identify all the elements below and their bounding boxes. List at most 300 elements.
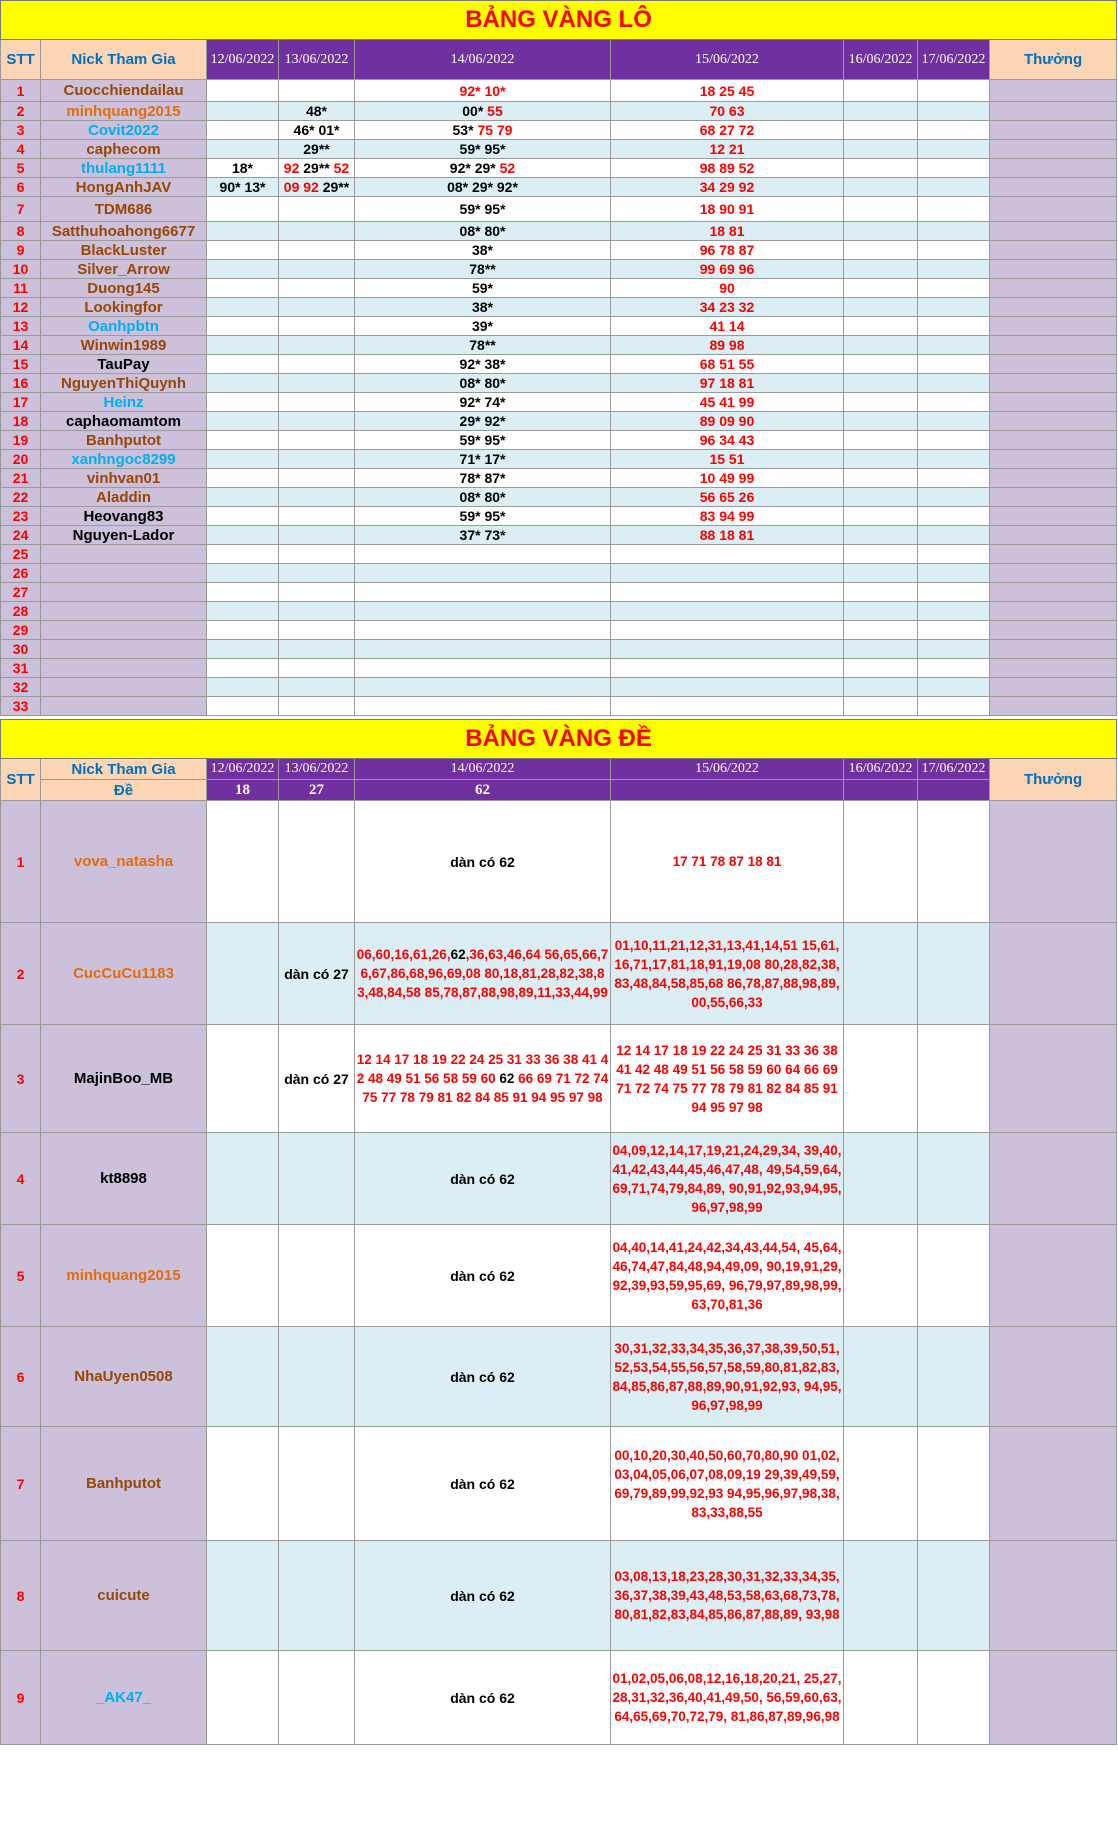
lo-row-thuong bbox=[990, 298, 1117, 317]
lo-row-d3 bbox=[355, 393, 611, 412]
lo-row-thuong bbox=[990, 450, 1117, 469]
lo-row-d2 bbox=[279, 469, 355, 488]
de-row-d6 bbox=[918, 801, 990, 923]
lo-row-d1 bbox=[207, 678, 279, 697]
lo-row-d2 bbox=[279, 545, 355, 564]
de-row bbox=[1, 1025, 1117, 1133]
de-title: BẢNG VÀNG ĐỀ bbox=[1, 720, 1117, 759]
de-row-d2 bbox=[279, 1651, 355, 1745]
de-row-d5 bbox=[844, 1541, 918, 1651]
de-row-d2 bbox=[279, 801, 355, 923]
lo-row-d4: 99 69 96 bbox=[611, 260, 844, 279]
lo-header-date-2: 13/06/2022 bbox=[279, 40, 355, 80]
de-row-stt: 7 bbox=[1, 1427, 41, 1541]
lo-row-thuong bbox=[990, 260, 1117, 279]
lo-row-d5 bbox=[844, 222, 918, 241]
de-row-d2 bbox=[279, 1133, 355, 1225]
de-row-stt: 1 bbox=[1, 801, 41, 923]
lo-row-d5 bbox=[844, 640, 918, 659]
lo-row-d6 bbox=[918, 583, 990, 602]
lo-row-d1 bbox=[207, 102, 279, 121]
de-row-d5 bbox=[844, 801, 918, 923]
lo-row-d5 bbox=[844, 393, 918, 412]
lo-row-d6 bbox=[918, 488, 990, 507]
lo-row-d5 bbox=[844, 298, 918, 317]
lo-row-d3 bbox=[355, 374, 611, 393]
lo-row-d4: 96 78 87 bbox=[611, 241, 844, 260]
lo-row-d1 bbox=[207, 159, 279, 178]
lo-row-stt: 27 bbox=[1, 583, 41, 602]
de-row-d5 bbox=[844, 923, 918, 1025]
lo-row-d6 bbox=[918, 159, 990, 178]
lo-row-d2 bbox=[279, 678, 355, 697]
lo-header-thuong: Thưởng bbox=[990, 40, 1117, 80]
de-row-d6 bbox=[918, 923, 990, 1025]
de-row-thuong bbox=[990, 1133, 1117, 1225]
de-row-d2 bbox=[279, 1327, 355, 1427]
lo-row bbox=[1, 393, 1117, 412]
de-row-d3 bbox=[355, 923, 611, 1025]
lo-row-d2 bbox=[279, 260, 355, 279]
lo-row-d1 bbox=[207, 374, 279, 393]
lo-row-d2 bbox=[279, 298, 355, 317]
lo-row-d4: 56 65 26 bbox=[611, 488, 844, 507]
lo-row-thuong bbox=[990, 355, 1117, 374]
lo-row-d3 bbox=[355, 602, 611, 621]
lo-row-d4 bbox=[611, 602, 844, 621]
lo-row-nick: Cuocchiendailau bbox=[41, 80, 207, 102]
lo-row-d5 bbox=[844, 583, 918, 602]
lo-row bbox=[1, 374, 1117, 393]
lo-row-d3 bbox=[355, 355, 611, 374]
de-row bbox=[1, 1651, 1117, 1745]
lo-row-nick: TauPay bbox=[41, 355, 207, 374]
lo-row-nick bbox=[41, 697, 207, 716]
lo-row-stt: 32 bbox=[1, 678, 41, 697]
de.rows.2.d3-part: 62 bbox=[499, 1071, 515, 1086]
lo-row bbox=[1, 488, 1117, 507]
lo-row-d3 bbox=[355, 640, 611, 659]
lo-row bbox=[1, 678, 1117, 697]
lo-row-d1 bbox=[207, 583, 279, 602]
lo-row-d5 bbox=[844, 279, 918, 298]
lo-row-d1 bbox=[207, 241, 279, 260]
lo-row-d6 bbox=[918, 507, 990, 526]
lo-row-d5 bbox=[844, 545, 918, 564]
lo-row-d5 bbox=[844, 336, 918, 355]
lo.rows.5.d1-part: 90* 13* bbox=[219, 179, 266, 195]
lo-row-stt: 14 bbox=[1, 336, 41, 355]
lo-row-stt: 28 bbox=[1, 602, 41, 621]
lo-row-d1 bbox=[207, 80, 279, 102]
de-row-d6 bbox=[918, 1225, 990, 1327]
lo-row bbox=[1, 241, 1117, 260]
lo-row-thuong bbox=[990, 241, 1117, 260]
de-header-date-5: 16/06/2022 bbox=[844, 759, 918, 780]
lo-header-date-1: 12/06/2022 bbox=[207, 40, 279, 80]
lo.rows.5.d2-part: 09 92 bbox=[283, 179, 323, 195]
lo-row-d4 bbox=[611, 583, 844, 602]
lo-row-d4: 68 51 55 bbox=[611, 355, 844, 374]
lo-row-d1 bbox=[207, 260, 279, 279]
de-row bbox=[1, 1225, 1117, 1327]
lo.rows.16.d3-part: 92* 74* bbox=[459, 394, 506, 410]
de-header-stt: STT bbox=[1, 759, 41, 801]
lo-row-d2 bbox=[279, 140, 355, 159]
lo.rows.0.d3-part: 92* 10* bbox=[459, 82, 506, 99]
lo-row-thuong bbox=[990, 197, 1117, 222]
lo-row-thuong bbox=[990, 602, 1117, 621]
lo-row-d5 bbox=[844, 317, 918, 336]
de.rows.3.d3-part: dàn có 62 bbox=[450, 1170, 515, 1187]
lo.rows.23.d3-part: 37* 73* bbox=[459, 527, 506, 543]
lo-row bbox=[1, 469, 1117, 488]
de-row-thuong bbox=[990, 1225, 1117, 1327]
lo.rows.13.d3-part: 78** bbox=[469, 337, 496, 353]
de-result-5 bbox=[844, 780, 918, 801]
lo-row-d6 bbox=[918, 431, 990, 450]
lo.rows.8.d3-part: 38* bbox=[471, 242, 494, 258]
lo-row-stt: 5 bbox=[1, 159, 41, 178]
lo-row-d6 bbox=[918, 526, 990, 545]
lo-row-nick: HongAnhJAV bbox=[41, 178, 207, 197]
lo-row-thuong bbox=[990, 507, 1117, 526]
lo-row-nick bbox=[41, 659, 207, 678]
lo-row bbox=[1, 159, 1117, 178]
de-row-d3 bbox=[355, 1541, 611, 1651]
lo-row-d3 bbox=[355, 102, 611, 121]
lo-row-thuong bbox=[990, 412, 1117, 431]
de-row bbox=[1, 1327, 1117, 1427]
lo-row-d5 bbox=[844, 431, 918, 450]
lo-row-thuong bbox=[990, 697, 1117, 716]
lo-row bbox=[1, 431, 1117, 450]
de-row-nick: CucCuCu1183 bbox=[41, 923, 207, 1025]
de-row-d5 bbox=[844, 1427, 918, 1541]
lo-row bbox=[1, 697, 1117, 716]
de.rows.1.d3-part: ,36,63,46,64 56,65,66,76,67,86,68,96,69,08 80,18,81,28,82,38,83,48,84,58 85,78,87,88,98,89,11,33,44,99 bbox=[357, 947, 609, 1000]
lo-row-d4: 12 21 bbox=[611, 140, 844, 159]
lo-row-nick: Nguyen-Lador bbox=[41, 526, 207, 545]
lo-row-d6 bbox=[918, 121, 990, 140]
lo-row-stt: 19 bbox=[1, 431, 41, 450]
de-row-d5 bbox=[844, 1327, 918, 1427]
de-row-stt: 4 bbox=[1, 1133, 41, 1225]
de-row-stt: 6 bbox=[1, 1327, 41, 1427]
lo-row-stt: 20 bbox=[1, 450, 41, 469]
de-row-nick: cuicute bbox=[41, 1541, 207, 1651]
lo-row bbox=[1, 102, 1117, 121]
de.rows.7.d3-part: dàn có 62 bbox=[450, 1587, 515, 1604]
de-row-stt: 5 bbox=[1, 1225, 41, 1327]
lo-row bbox=[1, 621, 1117, 640]
de-row-thuong bbox=[990, 801, 1117, 923]
lo-row-d1 bbox=[207, 222, 279, 241]
lo-row-thuong bbox=[990, 279, 1117, 298]
lo.rows.19.d3-part: 71* 17* bbox=[459, 451, 506, 467]
de-row-d1 bbox=[207, 801, 279, 923]
lo-row-d5 bbox=[844, 602, 918, 621]
lo-table bbox=[0, 0, 1117, 716]
de-row-d4: 00,10,20,30,40,50,60,70,80,90 01,02,03,04,05,06,07,08,09,19 29,39,49,59,69,79,89,99,92,93 94,95,96,97,98,38,83,33,88,55 bbox=[611, 1427, 844, 1541]
lo-row-d3 bbox=[355, 545, 611, 564]
lo-row-thuong bbox=[990, 178, 1117, 197]
lo-row-thuong bbox=[990, 469, 1117, 488]
lo-row-thuong bbox=[990, 374, 1117, 393]
lo-row-d1 bbox=[207, 412, 279, 431]
lo-row-stt: 18 bbox=[1, 412, 41, 431]
de-row-thuong bbox=[990, 1651, 1117, 1745]
lo-row-d3 bbox=[355, 80, 611, 102]
lo-title: BẢNG VÀNG LÔ bbox=[1, 1, 1117, 40]
lo.rows.5.d2-part: 29** bbox=[322, 179, 350, 195]
lo-row-d4: 10 49 99 bbox=[611, 469, 844, 488]
lo-row-d3 bbox=[355, 507, 611, 526]
lo-row-d2 bbox=[279, 621, 355, 640]
lo-row-d3 bbox=[355, 279, 611, 298]
lo-row-d1 bbox=[207, 279, 279, 298]
lo-row bbox=[1, 222, 1117, 241]
de-header-thuong: Thưởng bbox=[990, 759, 1117, 801]
de-row-d3 bbox=[355, 1327, 611, 1427]
lo-row-d1 bbox=[207, 602, 279, 621]
de-row-nick: NhaUyen0508 bbox=[41, 1327, 207, 1427]
lo.rows.7.d3-part: 08* 80* bbox=[459, 223, 506, 239]
lo-row-d3 bbox=[355, 431, 611, 450]
de-row-nick: minhquang2015 bbox=[41, 1225, 207, 1327]
lo-row-stt: 6 bbox=[1, 178, 41, 197]
de-row-d6 bbox=[918, 1025, 990, 1133]
de-row-nick: MajinBoo_MB bbox=[41, 1025, 207, 1133]
lo-row-d6 bbox=[918, 545, 990, 564]
lo-row-d6 bbox=[918, 80, 990, 102]
de.rows.2.d3-part: 66 69 71 72 74 75 77 78 79 81 82 84 85 91 94 95 97 98 bbox=[362, 1071, 609, 1105]
lo-row-nick bbox=[41, 602, 207, 621]
de-result-2: 27 bbox=[279, 780, 355, 801]
lo-row-d3 bbox=[355, 659, 611, 678]
lo-header-date-6: 17/06/2022 bbox=[918, 40, 990, 80]
lo-row-d3 bbox=[355, 317, 611, 336]
lo-row-d4: 83 94 99 bbox=[611, 507, 844, 526]
lo-row-d1 bbox=[207, 659, 279, 678]
de-row-d5 bbox=[844, 1225, 918, 1327]
lo-row-d3 bbox=[355, 488, 611, 507]
lo-row-d5 bbox=[844, 159, 918, 178]
lo-row-nick: Silver_Arrow bbox=[41, 260, 207, 279]
lo-row-d6 bbox=[918, 260, 990, 279]
lo-row-d2 bbox=[279, 659, 355, 678]
lo-row-d6 bbox=[918, 640, 990, 659]
lo.rows.12.d3-part: 39* bbox=[471, 318, 494, 334]
lo-row-d5 bbox=[844, 241, 918, 260]
lo-row-nick: xanhngoc8299 bbox=[41, 450, 207, 469]
lo-row-thuong bbox=[990, 659, 1117, 678]
lo-row-d2 bbox=[279, 640, 355, 659]
lo.rows.4.d2-part: 92 bbox=[283, 160, 304, 176]
lo-row bbox=[1, 140, 1117, 159]
lo-row-d2 bbox=[279, 178, 355, 197]
lo-row-d4 bbox=[611, 545, 844, 564]
de-row-d1 bbox=[207, 1427, 279, 1541]
lo-row-stt: 33 bbox=[1, 697, 41, 716]
de-row-d4: 12 14 17 18 19 22 24 25 31 33 36 38 41 42 48 49 51 56 58 59 60 64 66 69 71 72 74 75 77 78 79 81 82 84 85 91 94 95 97 98 bbox=[611, 1025, 844, 1133]
lo-row-d1 bbox=[207, 697, 279, 716]
de-row-d6 bbox=[918, 1541, 990, 1651]
lo-row-d3 bbox=[355, 140, 611, 159]
lo-row-d6 bbox=[918, 602, 990, 621]
de-row-stt: 2 bbox=[1, 923, 41, 1025]
lo-row-d6 bbox=[918, 564, 990, 583]
lo-row-nick: BlackLuster bbox=[41, 241, 207, 260]
lo-row-thuong bbox=[990, 545, 1117, 564]
de-row bbox=[1, 1427, 1117, 1541]
de-row-d3 bbox=[355, 1025, 611, 1133]
lo-row-stt: 22 bbox=[1, 488, 41, 507]
lo-row-d2 bbox=[279, 159, 355, 178]
de-header-date-3: 14/06/2022 bbox=[355, 759, 611, 780]
lo-row-d2 bbox=[279, 488, 355, 507]
lo-row bbox=[1, 583, 1117, 602]
lo-row-d5 bbox=[844, 488, 918, 507]
lo-row-d6 bbox=[918, 140, 990, 159]
lo-row bbox=[1, 279, 1117, 298]
lo-row-d3 bbox=[355, 121, 611, 140]
lo-row-d1 bbox=[207, 488, 279, 507]
lo-header-date-3: 14/06/2022 bbox=[355, 40, 611, 80]
lo-row-d1 bbox=[207, 469, 279, 488]
lo-row-d4: 41 14 bbox=[611, 317, 844, 336]
lo-row bbox=[1, 80, 1117, 102]
de-row-d2 bbox=[279, 1427, 355, 1541]
lo-row-d2 bbox=[279, 336, 355, 355]
lo-row-thuong bbox=[990, 80, 1117, 102]
lo-row bbox=[1, 450, 1117, 469]
lo-row-d5 bbox=[844, 412, 918, 431]
lo-row-stt: 3 bbox=[1, 121, 41, 140]
lo-row-d3 bbox=[355, 469, 611, 488]
lo-row-d1 bbox=[207, 526, 279, 545]
de-row bbox=[1, 801, 1117, 923]
lo-row-thuong bbox=[990, 140, 1117, 159]
de-row-nick: vova_natasha bbox=[41, 801, 207, 923]
lo-row-stt: 25 bbox=[1, 545, 41, 564]
de-header-nick: Nick Tham Gia bbox=[41, 759, 207, 780]
de-row-thuong bbox=[990, 1327, 1117, 1427]
lo-row-d3 bbox=[355, 222, 611, 241]
de-row-d1 bbox=[207, 1025, 279, 1133]
lo-row-stt: 9 bbox=[1, 241, 41, 260]
lo-row bbox=[1, 336, 1117, 355]
lo-row bbox=[1, 317, 1117, 336]
lo-row bbox=[1, 602, 1117, 621]
lo-row-d4: 45 41 99 bbox=[611, 393, 844, 412]
lo-row bbox=[1, 260, 1117, 279]
lo.rows.1.d2-part: 48* bbox=[305, 103, 328, 119]
de-header-date-2: 13/06/2022 bbox=[279, 759, 355, 780]
lo-row-d1 bbox=[207, 640, 279, 659]
de-row-d3 bbox=[355, 1651, 611, 1745]
de.rows.5.d3-part: dàn có 62 bbox=[450, 1368, 515, 1385]
lo-row-nick: Satthuhoahong6677 bbox=[41, 222, 207, 241]
lo-row-stt: 21 bbox=[1, 469, 41, 488]
lo-row-d4: 89 09 90 bbox=[611, 412, 844, 431]
lo-row-d5 bbox=[844, 621, 918, 640]
de-row-d2 bbox=[279, 1225, 355, 1327]
lo-row-d6 bbox=[918, 317, 990, 336]
de-row-d3 bbox=[355, 1225, 611, 1327]
lo.rows.2.d3-part: 53* bbox=[452, 122, 478, 138]
lo-row-d4: 18 81 bbox=[611, 222, 844, 241]
lo-row-d4: 68 27 72 bbox=[611, 121, 844, 140]
lo-row-d6 bbox=[918, 178, 990, 197]
lo.rows.15.d3-part: 08* 80* bbox=[459, 375, 506, 391]
lo-row-d4: 90 bbox=[611, 279, 844, 298]
lo.rows.20.d3-part: 78* 87* bbox=[459, 470, 506, 486]
lo-row-nick: Heinz bbox=[41, 393, 207, 412]
lo-row-stt: 10 bbox=[1, 260, 41, 279]
lo.rows.9.d3-part: 78** bbox=[469, 261, 496, 277]
lo-row-d6 bbox=[918, 450, 990, 469]
lo-row-d4: 15 51 bbox=[611, 450, 844, 469]
lo-row-thuong bbox=[990, 678, 1117, 697]
lo-row-d5 bbox=[844, 564, 918, 583]
lo-row-d3 bbox=[355, 298, 611, 317]
lo-row-d2 bbox=[279, 697, 355, 716]
lo-row-d1 bbox=[207, 140, 279, 159]
lo.rows.6.d3-part: 59* 95* bbox=[459, 201, 506, 217]
lo-header-date-5: 16/06/2022 bbox=[844, 40, 918, 80]
lo-row-stt: 17 bbox=[1, 393, 41, 412]
lo-row-d2 bbox=[279, 374, 355, 393]
lo-row-d4 bbox=[611, 678, 844, 697]
lo-row-d2 bbox=[279, 197, 355, 222]
lo-row-d2 bbox=[279, 102, 355, 121]
lo-row-d4: 18 25 45 bbox=[611, 80, 844, 102]
lo-row-d6 bbox=[918, 298, 990, 317]
lo-row-d1 bbox=[207, 450, 279, 469]
lo-row-d1 bbox=[207, 431, 279, 450]
lo-row bbox=[1, 564, 1117, 583]
lo-row-thuong bbox=[990, 222, 1117, 241]
lo-row bbox=[1, 298, 1117, 317]
lo-row-d5 bbox=[844, 121, 918, 140]
lo-row-nick: minhquang2015 bbox=[41, 102, 207, 121]
lo-row-nick: Heovang83 bbox=[41, 507, 207, 526]
de-result-3: 62 bbox=[355, 780, 611, 801]
lo-row-d2 bbox=[279, 355, 355, 374]
lo-row-d3 bbox=[355, 260, 611, 279]
lo-row-nick: Duong145 bbox=[41, 279, 207, 298]
lo.rows.14.d3-part: 92* 38* bbox=[459, 356, 506, 372]
lo-row-d3 bbox=[355, 178, 611, 197]
de-row-thuong bbox=[990, 1025, 1117, 1133]
lo-row-d4: 70 63 bbox=[611, 102, 844, 121]
lo-row-d3 bbox=[355, 621, 611, 640]
lo-row-d2 bbox=[279, 564, 355, 583]
lo-row-d6 bbox=[918, 393, 990, 412]
de-row-nick: Banhputot bbox=[41, 1427, 207, 1541]
lo-row bbox=[1, 507, 1117, 526]
lo-row-d1 bbox=[207, 621, 279, 640]
lo-row-thuong bbox=[990, 159, 1117, 178]
lo-row-nick: Banhputot bbox=[41, 431, 207, 450]
lo-row-thuong bbox=[990, 564, 1117, 583]
lo-row-d1 bbox=[207, 121, 279, 140]
lo-row-d3 bbox=[355, 450, 611, 469]
lo-row-thuong bbox=[990, 317, 1117, 336]
lo-row bbox=[1, 640, 1117, 659]
lo-row bbox=[1, 178, 1117, 197]
